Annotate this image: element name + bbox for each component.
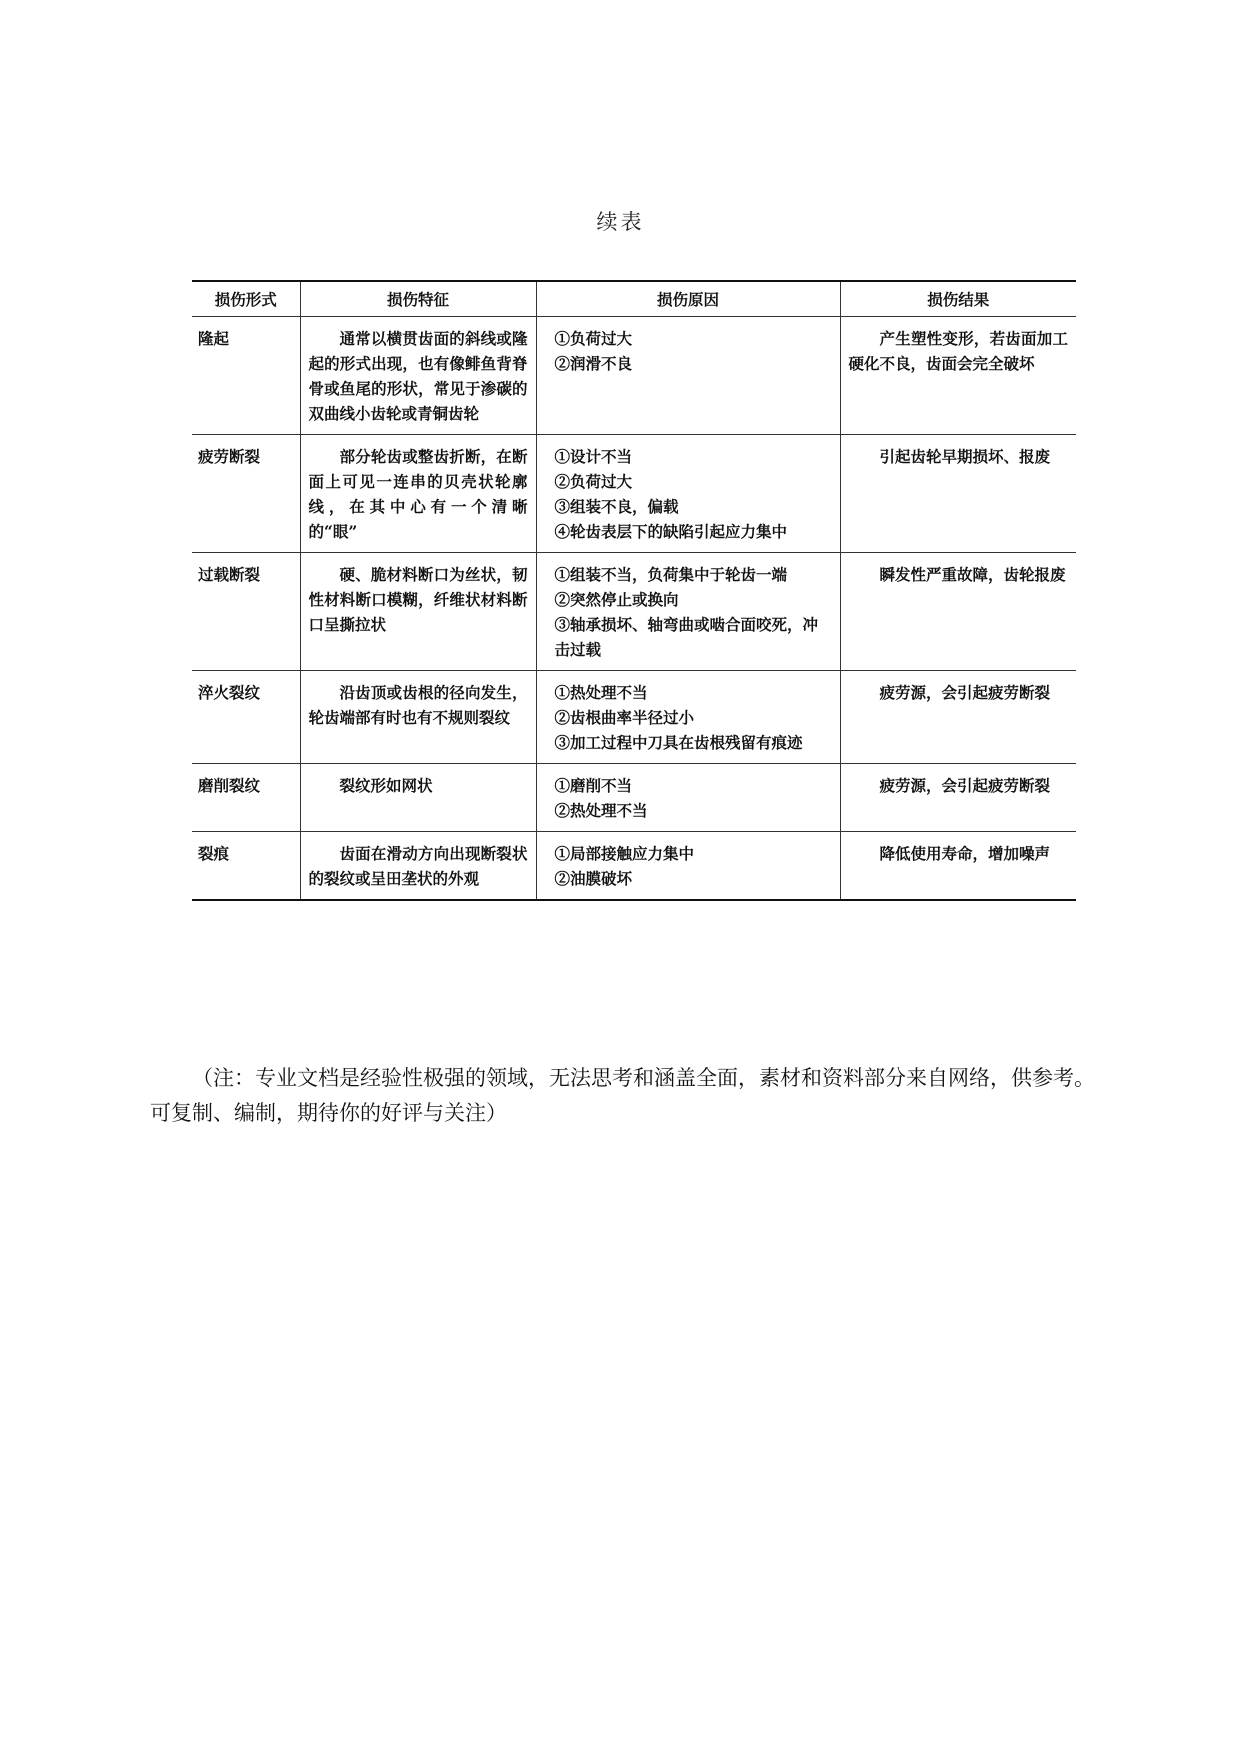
damage-cause-cell bbox=[536, 764, 840, 832]
cause-item: ①局部接触应力集中 bbox=[554, 844, 695, 863]
damage-feature-cell: 部分轮齿或整齿折断，在断面上可见一连串的贝壳状轮廓线，在其中心有一个清晰的“眼” bbox=[300, 435, 536, 553]
damage-feature-cell: 裂纹形如网状 bbox=[300, 764, 536, 832]
damage-form-cell: 疲劳断裂 bbox=[192, 435, 300, 553]
cause-item: ②突然停止或换向 bbox=[554, 590, 679, 609]
damage-cause-cell bbox=[536, 671, 840, 764]
table-row bbox=[192, 435, 1076, 553]
damage-feature-cell: 通常以横贯齿面的斜线或隆起的形式出现，也有像鲱鱼背脊骨或鱼尾的形状，常见于渗碳的双曲线小齿轮或青铜齿轮 bbox=[300, 317, 536, 435]
cause-item: ②油膜破坏 bbox=[554, 869, 633, 888]
table-row bbox=[192, 832, 1076, 901]
cause-item: ③加工过程中刀具在齿根残留有痕迹 bbox=[554, 733, 803, 752]
damage-result-cell: 产生塑性变形，若齿面加工硬化不良，齿面会完全破坏 bbox=[840, 317, 1076, 435]
cause-item: ①设计不当 bbox=[554, 447, 633, 466]
cause-item: ②齿根曲率半径过小 bbox=[554, 708, 695, 727]
header-damage-feature: 损伤特征 bbox=[300, 281, 536, 317]
table-row bbox=[192, 317, 1076, 435]
damage-result-cell: 引起齿轮早期损坏、报废 bbox=[840, 435, 1076, 553]
gear-damage-table bbox=[192, 280, 1076, 901]
header-damage-cause: 损伤原因 bbox=[536, 281, 840, 317]
damage-form-cell: 裂痕 bbox=[192, 832, 300, 901]
damage-cause-cell bbox=[536, 832, 840, 901]
damage-cause-cell bbox=[536, 317, 840, 435]
damage-cause-cell bbox=[536, 553, 840, 671]
header-damage-result: 损伤结果 bbox=[840, 281, 1076, 317]
damage-feature-cell: 齿面在滑动方向出现断裂状的裂纹或呈田垄状的外观 bbox=[300, 832, 536, 901]
table-caption: 续表 bbox=[596, 210, 645, 234]
damage-form-cell: 过载断裂 bbox=[192, 553, 300, 671]
damage-result-cell: 疲劳源，会引起疲劳断裂 bbox=[840, 671, 1076, 764]
damage-feature-cell: 硬、脆材料断口为丝状，韧性材料断口模糊，纤维状材料断口呈撕拉状 bbox=[300, 553, 536, 671]
cause-item: ①磨削不当 bbox=[554, 776, 633, 795]
table-row bbox=[192, 671, 1076, 764]
cause-item: ④轮齿表层下的缺陷引起应力集中 bbox=[554, 522, 788, 541]
damage-result-cell: 降低使用寿命，增加噪声 bbox=[840, 832, 1076, 901]
cause-item: ②润滑不良 bbox=[554, 354, 633, 373]
cause-item: ②负荷过大 bbox=[554, 472, 633, 491]
damage-form-cell: 隆起 bbox=[192, 317, 300, 435]
table-header-row bbox=[192, 281, 1076, 317]
header-damage-form: 损伤形式 bbox=[192, 281, 300, 317]
cause-item: ③组装不良，偏载 bbox=[554, 497, 679, 516]
damage-cause-cell bbox=[536, 435, 840, 553]
footer-note: （注：专业文档是经验性极强的领域，无法思考和涵盖全面，素材和资料部分来自网络，供参考。可复制、编制，期待你的好评与关注） bbox=[150, 1066, 1095, 1125]
cause-item: ①负荷过大 bbox=[554, 329, 633, 348]
cause-item: ①组装不当，负荷集中于轮齿一端 bbox=[554, 565, 788, 584]
damage-form-cell: 淬火裂纹 bbox=[192, 671, 300, 764]
cause-item: ②热处理不当 bbox=[554, 801, 648, 820]
damage-result-cell: 疲劳源，会引起疲劳断裂 bbox=[840, 764, 1076, 832]
damage-form-cell: 磨削裂纹 bbox=[192, 764, 300, 832]
cause-item: ①热处理不当 bbox=[554, 683, 648, 702]
cause-item: ③轴承损坏、轴弯曲或啮合面咬死，冲击过载 bbox=[554, 615, 819, 659]
table-row bbox=[192, 764, 1076, 832]
damage-feature-cell: 沿齿顶或齿根的径向发生，轮齿端部有时也有不规则裂纹 bbox=[300, 671, 536, 764]
damage-result-cell: 瞬发性严重故障，齿轮报废 bbox=[840, 553, 1076, 671]
table-row bbox=[192, 553, 1076, 671]
